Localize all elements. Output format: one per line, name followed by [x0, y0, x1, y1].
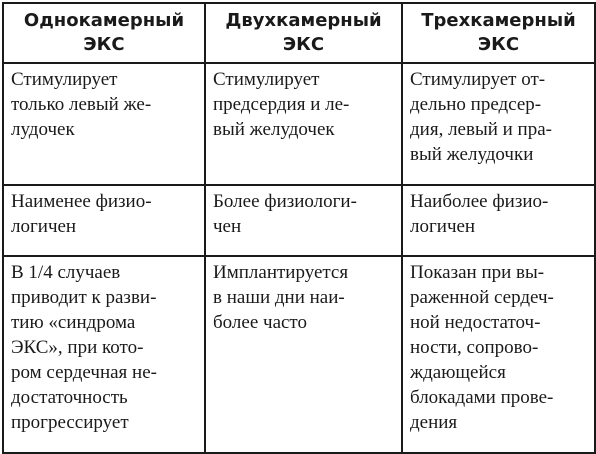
cell-text: ром сердечная не-: [11, 362, 157, 383]
header-text: ЭКС: [282, 34, 325, 55]
cell-text: ждающейся: [410, 362, 506, 383]
cell-text: чен: [213, 216, 242, 237]
cell-text: Имплантируется: [213, 262, 349, 283]
table-cell: [205, 63, 402, 185]
table-row-stimulation: [3, 63, 595, 185]
cell-text: приводит к разви-: [11, 287, 157, 308]
cell-text: ЭКС», при кото-: [11, 337, 144, 358]
cell-text: предсердия и ле-: [213, 94, 350, 115]
cell-text: только левый же-: [11, 94, 152, 115]
cell-text: Стимулирует от-: [410, 69, 546, 90]
header-dual-chamber: [205, 3, 402, 63]
table-cell: [3, 185, 205, 256]
cell-text: В 1/4 случаев: [11, 262, 121, 283]
cell-text: Стимулирует: [11, 69, 118, 90]
cell-text: в наши дни наи-: [213, 287, 345, 308]
cell-text: Стимулирует: [213, 69, 320, 90]
header-text: ЭКС: [477, 34, 520, 55]
cell-text: Наименее физио-: [11, 191, 152, 212]
cell-text: блокадами прове-: [410, 387, 554, 408]
cell-text: ности, сопрово-: [410, 337, 539, 358]
cell-text: Наиболее физио-: [410, 191, 549, 212]
header-text: ЭКС: [83, 34, 125, 55]
table-cell: [402, 185, 595, 256]
cell-text: более часто: [213, 312, 307, 333]
header-text: Трехкамерный: [421, 10, 576, 31]
header-text: Однокамерный: [23, 10, 185, 31]
header-single-chamber: [3, 3, 205, 63]
table-cell: [205, 185, 402, 256]
table-cell: [3, 63, 205, 185]
header-triple-chamber: [402, 3, 595, 63]
table-row-physiology: [3, 185, 595, 256]
header-text: Двухкамерный: [225, 10, 382, 31]
cell-text: Показан при вы-: [410, 262, 545, 283]
table-cell: [3, 256, 205, 453]
cell-text: тию «синдрома: [11, 312, 136, 333]
table-row-notes: [3, 256, 595, 453]
cell-text: лудочек: [11, 119, 75, 140]
cell-text: дия, левый и пра-: [410, 119, 552, 140]
table-cell: [402, 256, 595, 453]
cell-text: вый желудочки: [410, 144, 534, 165]
cell-text: вый желудочек: [213, 119, 335, 140]
cell-text: логичен: [410, 216, 476, 237]
table-cell: [402, 63, 595, 185]
cell-text: достаточность: [11, 387, 128, 408]
cell-text: дения: [410, 412, 458, 433]
cell-text: дельно предсер-: [410, 94, 542, 115]
cell-text: Более физиологи-: [213, 191, 357, 212]
cell-text: раженной сердеч-: [410, 287, 554, 308]
header-row: [3, 3, 595, 63]
cell-text: логичен: [11, 216, 77, 237]
cell-text: прогрессирует: [11, 412, 129, 433]
comparison-table: [2, 2, 596, 454]
table-cell: [205, 256, 402, 453]
cell-text: ной недостаточ-: [410, 312, 541, 333]
